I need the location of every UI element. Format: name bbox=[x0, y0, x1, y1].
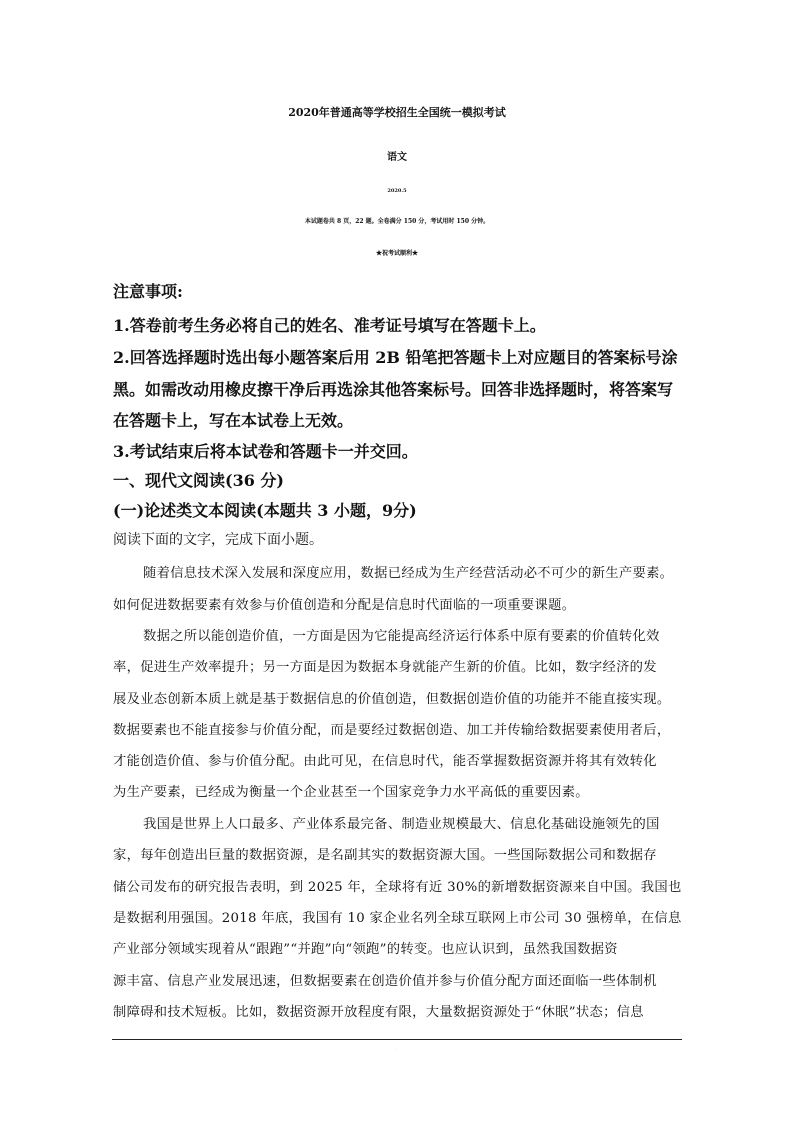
passage-line: 数据要素也不能直接参与价值分配，而是要经过数据创造、加工并传输给数据要素使用者后， bbox=[113, 723, 671, 738]
page-number: - 1 - bbox=[396, 1049, 398, 1050]
passage-line: 产业部分领域实现着从“跟跑”“并跑”向“领跑”的转变。也应认识到，虽然我国数据资 bbox=[113, 942, 618, 957]
reading-instruction: 阅读下面的文字，完成下面小题。 bbox=[113, 532, 323, 548]
notice-item: 在答题卡上，写在本试卷上无效。 bbox=[113, 411, 354, 430]
footer-divider bbox=[112, 1039, 682, 1040]
passage-line: 制障碍和技术短板。比如，数据资源开放程度有限，大量数据资源处于“休眠”状态；信息 bbox=[113, 1005, 644, 1020]
notice-heading: 注意事项: bbox=[113, 282, 183, 301]
good-luck-line: ★祝考试顺利★ bbox=[375, 250, 418, 257]
exam-date: 2020.5 bbox=[387, 188, 407, 194]
notice-item: 2.回答选择题时选出每小题答案后用 2B 铅笔把答题卡上对应题目的答案标号涂 bbox=[113, 348, 678, 367]
exam-info: 本试题卷共 8 页，22 题。全卷满分 150 分，考试用时 150 分钟。 bbox=[304, 218, 490, 225]
passage-line: 随着信息技术深入发展和深度应用，数据已经成为生产经营活动必不可少的新生产要素。 bbox=[143, 566, 674, 581]
passage-line: 是数据利用强国。2018 年底，我国有 10 家企业名列全球互联网上市公司 30 强榜单，在信息 bbox=[113, 911, 682, 926]
notice-item: 1.答卷前考生务必将自己的姓名、准考证号填写在答题卡上。 bbox=[113, 316, 546, 335]
sub-section-heading: (一)论述类文本阅读(本题共 3 小题，9分) bbox=[113, 501, 417, 520]
passage-line: 源丰富、信息产业发展迅速，但数据要素在创造价值并参与价值分配方面还面临一些体制机 bbox=[113, 974, 657, 989]
passage-line: 展及业态创新本质上就是基于数据信息的价值创造，但数据创造价值的功能并不能直接实现。 bbox=[113, 692, 671, 707]
passage-line: 为生产要素，已经成为衡量一个企业甚至一个国家竞争力水平高低的重要因素。 bbox=[113, 785, 589, 800]
exam-title: 2020年普通高等学校招生全国统一模拟考试 bbox=[288, 106, 506, 119]
passage-line: 率，促进生产效率提升；另一方面是因为数据本身就能产生新的价值。比如，数字经济的发 bbox=[113, 660, 657, 675]
section-heading: 一、现代文阅读(36 分) bbox=[113, 471, 284, 490]
notice-item: 3.考试结束后将本试卷和答题卡一并交回。 bbox=[113, 442, 418, 461]
passage-line: 才能创造价值、参与价值分配。由此可见，在信息时代，能否掌握数据资源并将其有效转化 bbox=[113, 754, 657, 769]
notice-item: 黑。如需改动用橡皮擦干净后再选涂其他答案标号。回答非选择题时，将答案写 bbox=[113, 380, 674, 399]
subject-title: 语文 bbox=[387, 152, 407, 163]
passage-line: 储公司发布的研究报告表明，到 2025 年，全球将有近 30%的新增数据资源来自中国。我国也 bbox=[113, 880, 682, 895]
passage-line: 数据之所以能创造价值，一方面是因为它能提高经济运行体系中原有要素的价值转化效 bbox=[143, 629, 660, 644]
passage-line: 如何促进数据要素有效参与价值创造和分配是信息时代面临的一项重要课题。 bbox=[113, 598, 576, 613]
passage-line: 家，每年创造出巨量的数据资源，是名副其实的数据资源大国。一些国际数据公司和数据存 bbox=[113, 848, 657, 863]
passage-line: 我国是世界上人口最多、产业体系最完备、制造业规模最大、信息化基础设施领先的国 bbox=[143, 817, 660, 832]
